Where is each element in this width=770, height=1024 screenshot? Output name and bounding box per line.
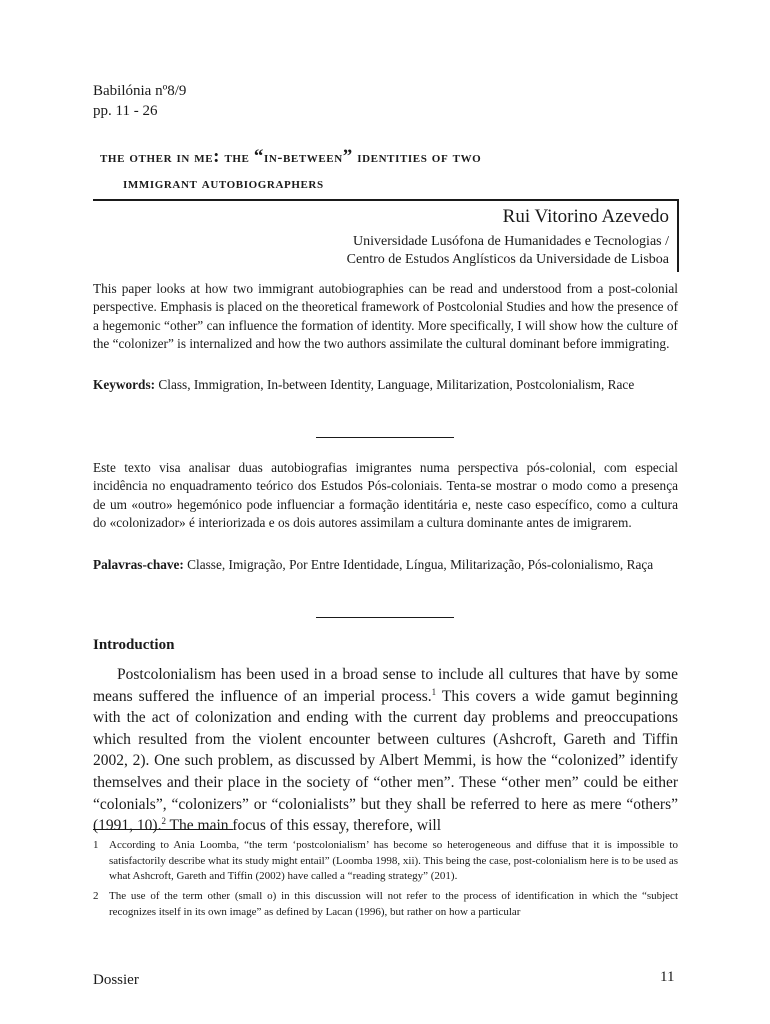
footnote-2 [93, 889, 678, 920]
abstract-english: This paper looks at how two immigrant autobiographies can be read and understood from a post-colonial perspective. Emphasis is placed on the theoretical framework of Postcolonial Studies and how the presence of a hegemonic “other” can influence the formation of identity. More specifically, I will show how the culture of the “colonizer” is internalized and how the two authors assimilate the cultural dominant before immigrating. [93, 281, 678, 352]
journal-header [93, 81, 186, 121]
palavras-chave-label: Palavras-chave: [93, 557, 184, 572]
section-divider [316, 437, 454, 438]
title-line-2: immigrant autobiographers [123, 176, 324, 192]
footnote-text: According to Ania Loomba, “the term ‘postcolonialism’ has become so heterogeneous and diffuse that it is impossible to satisfactorily describe what its study might entail” (Loomba 1998, xii). This being the case, post-colonialism here is to be used as what Ashcroft, Gareth and Tiffin (2002) have called a “reading strategy” (201). [109, 839, 678, 882]
article-title [100, 144, 700, 197]
journal-issue: Babilónia nº8/9 [93, 83, 187, 99]
footnote-number: 1 [93, 839, 99, 851]
keywords-label: Keywords: [93, 377, 156, 392]
page-number: 11 [660, 969, 675, 985]
title-open-quote: “ [253, 146, 264, 167]
footnote-rule [93, 829, 233, 830]
abstract-portuguese: Este texto visa analisar duas autobiografias imigrantes numa perspectiva pós-colonial, com especial incidência no enquadramento teórico dos Estudos Pós-coloniais. Tenta-se mostrar o modo como a presença de um «outro» hegemónico pode influenciar a formação identitária e, neste caso específico, como a cultura do «colonizador» é interiorizada e os dois autores assimilam a cultura dominante antes de imigrarem. [93, 460, 678, 531]
footnote-1 [93, 838, 678, 885]
keywords-english [93, 376, 678, 394]
author-name: Rui Vitorino Azevedo [502, 206, 669, 227]
keywords-list: Class, Immigration, In-between Identity, Language, Militarization, Postcolonialism, Race [158, 377, 635, 392]
page-range: pp. 11 - 26 [93, 103, 158, 119]
author-box [93, 199, 679, 272]
footnote-ref-1[interactable]: 1 [431, 686, 437, 697]
footnote-text: The use of the term other (small o) in this discussion will not refer to the process of identification in which the “subject recognizes itself in its own image” as defined by Lacan (1996), but rather on how a particular [109, 890, 678, 918]
author-affiliation [347, 233, 669, 269]
title-part-d: identities of two [352, 150, 482, 166]
footnote-ref-2[interactable]: 2 [161, 816, 166, 826]
footnote-number: 2 [93, 890, 99, 902]
affiliation-line-1: Universidade Lusófona de Humanidades e Tecnologias / [352, 234, 669, 249]
body-text [93, 664, 678, 837]
section-divider [316, 617, 454, 618]
title-colon: : [213, 146, 221, 167]
footer-section: Dossier [93, 972, 139, 988]
title-part-c: in-between [263, 150, 343, 166]
palavras-chave-list: Classe, Imigração, Por Entre Identidade, Língua, Militarização, Pós-colonialismo, Raça [187, 557, 654, 572]
keywords-portuguese [93, 556, 678, 574]
intro-paragraph: Postcolonialism has been used in a broad sense to include all cultures that have by some means suffered the influence of an imperial process.$^1$ This covers a wide gamut beginning with the act of colonization and ending with the current day problems and preoccupations which resulted from the violent encounter between cultures (Ashcroft, Gareth and Tiffin 2002, 2). One such problem, as discussed by Albert Memmi, is how the “colonized” identify themselves and their place in the society of “other men”. These “other men” could be either “colonials”, “colonizers” or “colonialists” but they shall be referred to here as mere “others” (1991, 10).$^2$ The main focus of this essay, therefore, will [93, 666, 678, 835]
section-heading: Introduction [93, 637, 175, 653]
title-part-b: the [220, 150, 254, 166]
title-close-quote: ” [342, 146, 353, 167]
affiliation-line-2: Centro de Estudos Anglísticos da Universidade de Lisboa [346, 252, 669, 267]
title-part-a: the other in me [100, 150, 214, 166]
